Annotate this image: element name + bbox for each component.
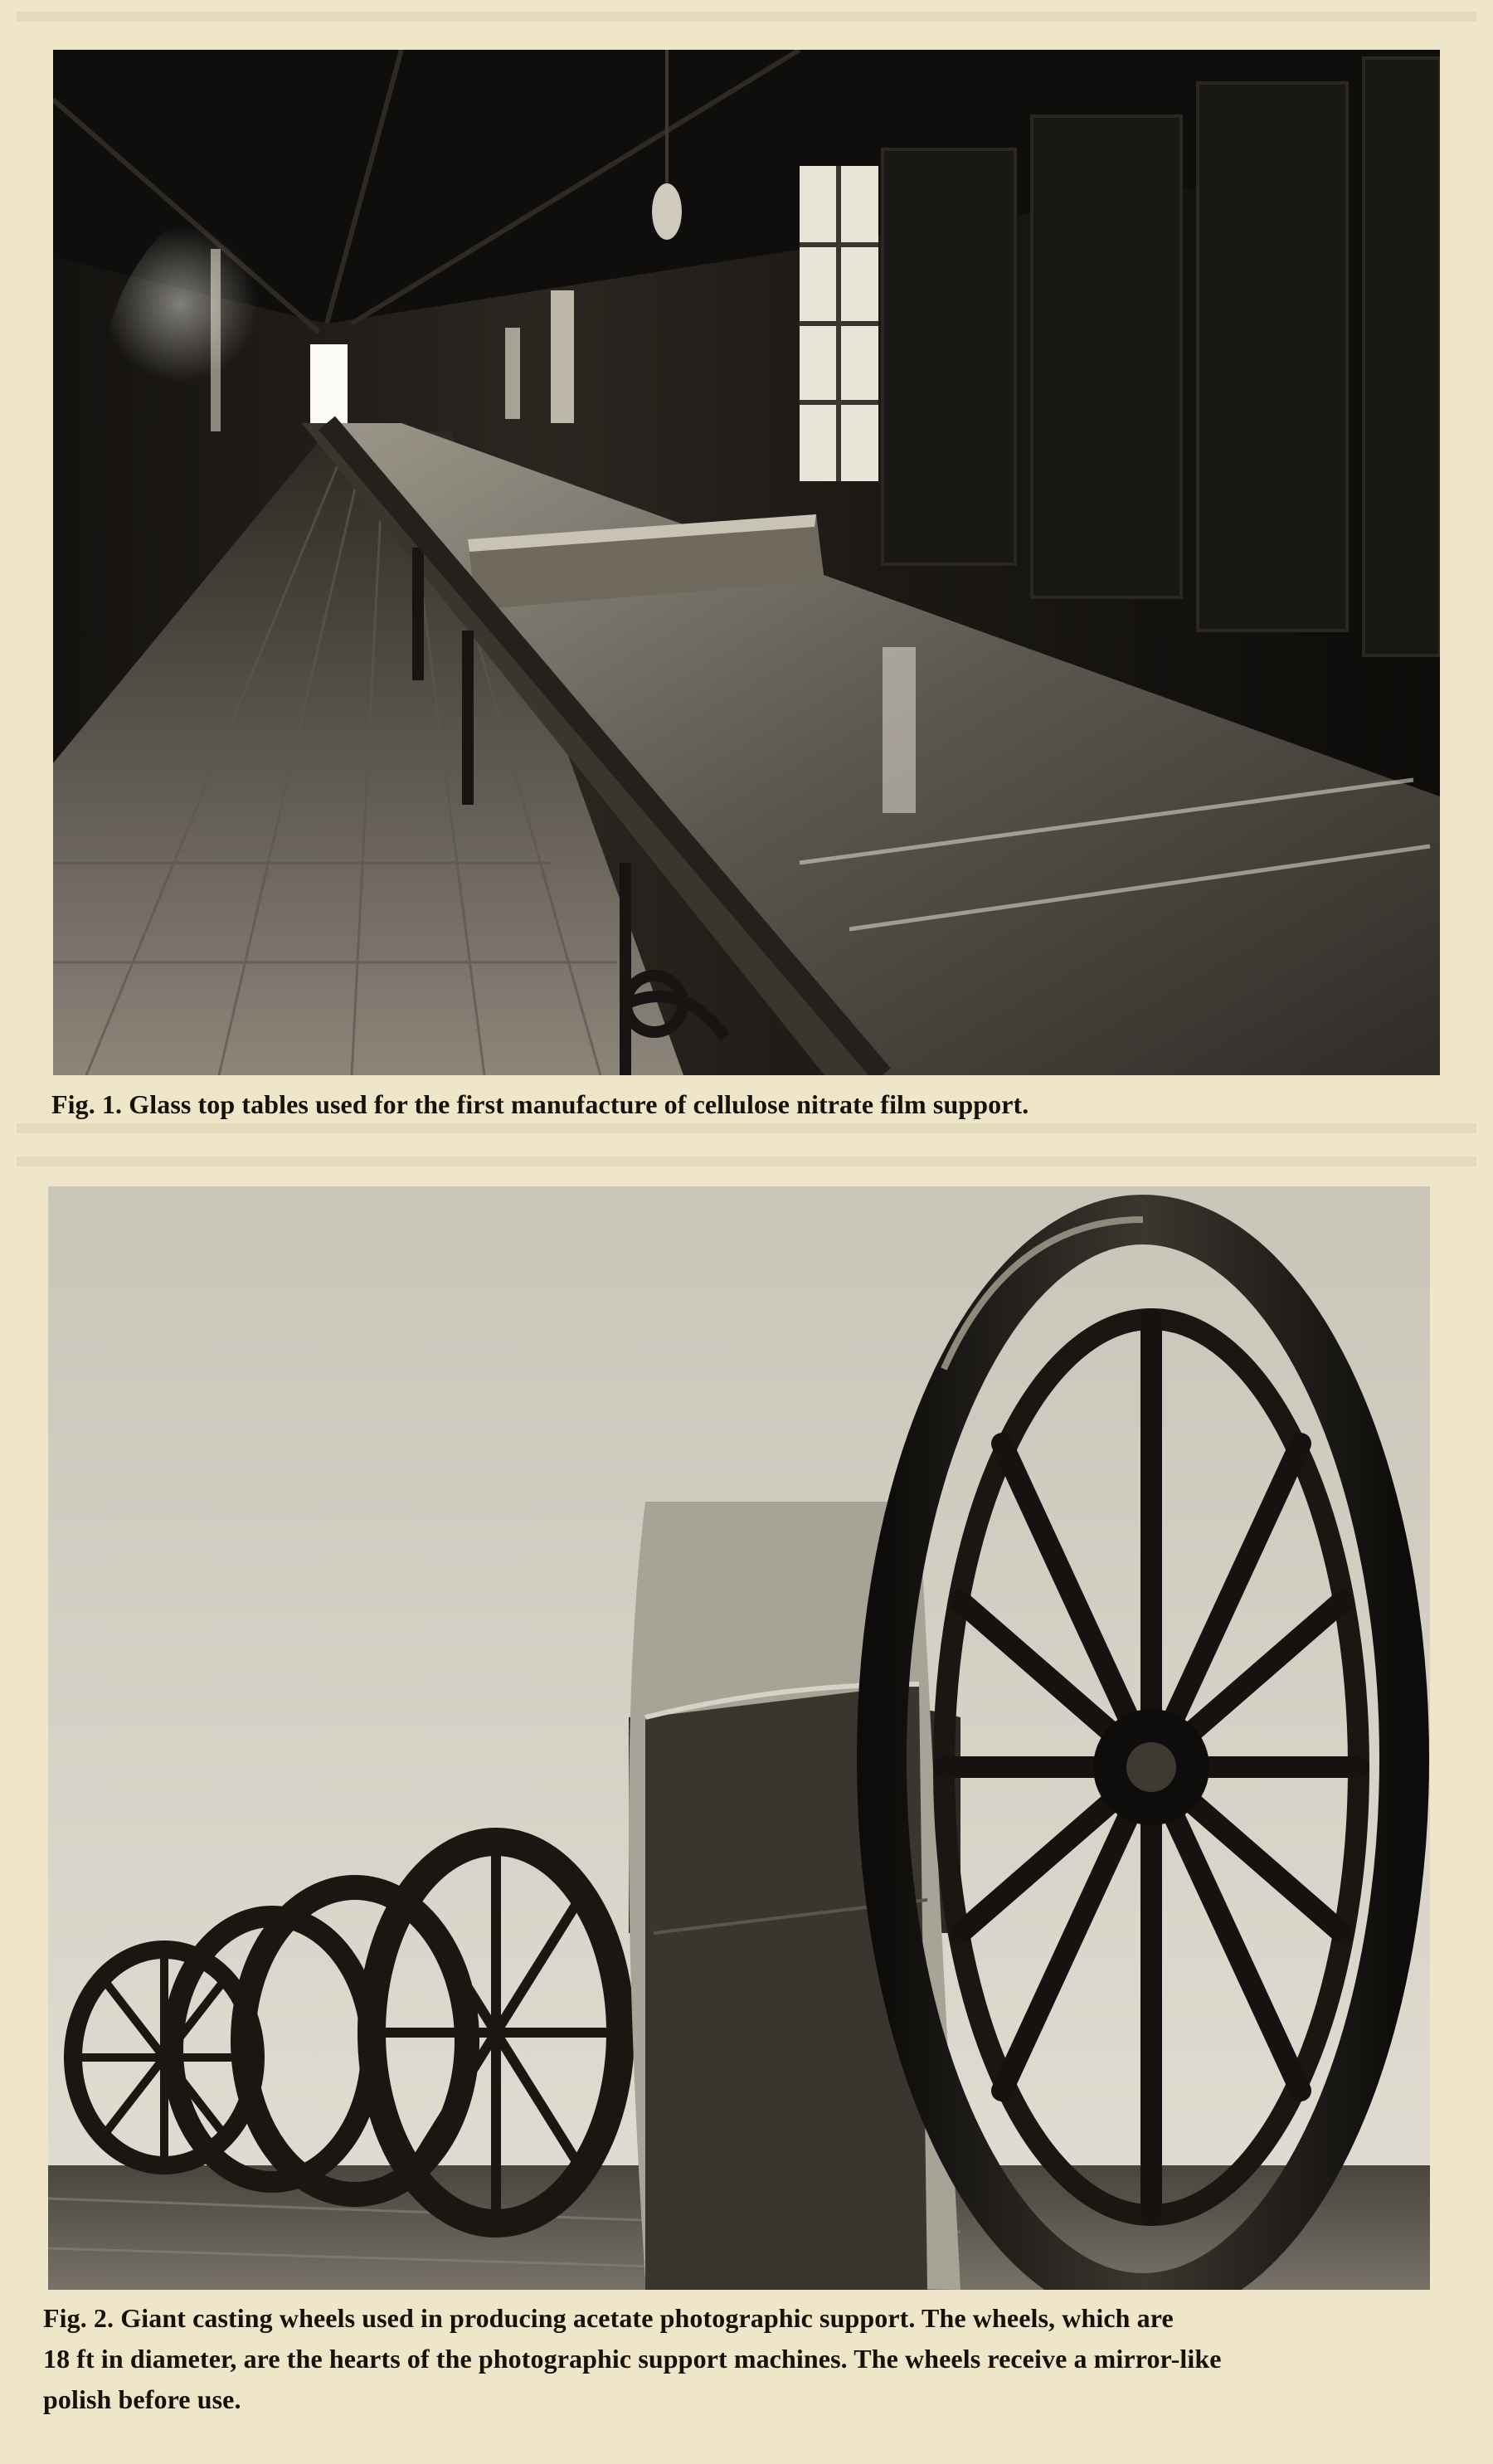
figure-2-photo (48, 1186, 1430, 2290)
figure-1-caption (51, 1084, 1445, 1125)
figure-1-photo (53, 50, 1440, 1075)
caption-line-2: 18 ft in diameter, are the hearts of the photographic support machines. The wheels receive a mirror-like (43, 2344, 1222, 2374)
caption-line-1: Fig. 2. Giant casting wheels used in producing acetate photographic support. The wheels, which are (43, 2303, 1174, 2333)
caption-text: Fig. 1. Glass top tables used for the first manufacture of cellulose nitrate film support. (51, 1089, 1029, 1119)
figure-2-caption (43, 2298, 1453, 2420)
caption-line-3: polish before use. (43, 2384, 241, 2414)
